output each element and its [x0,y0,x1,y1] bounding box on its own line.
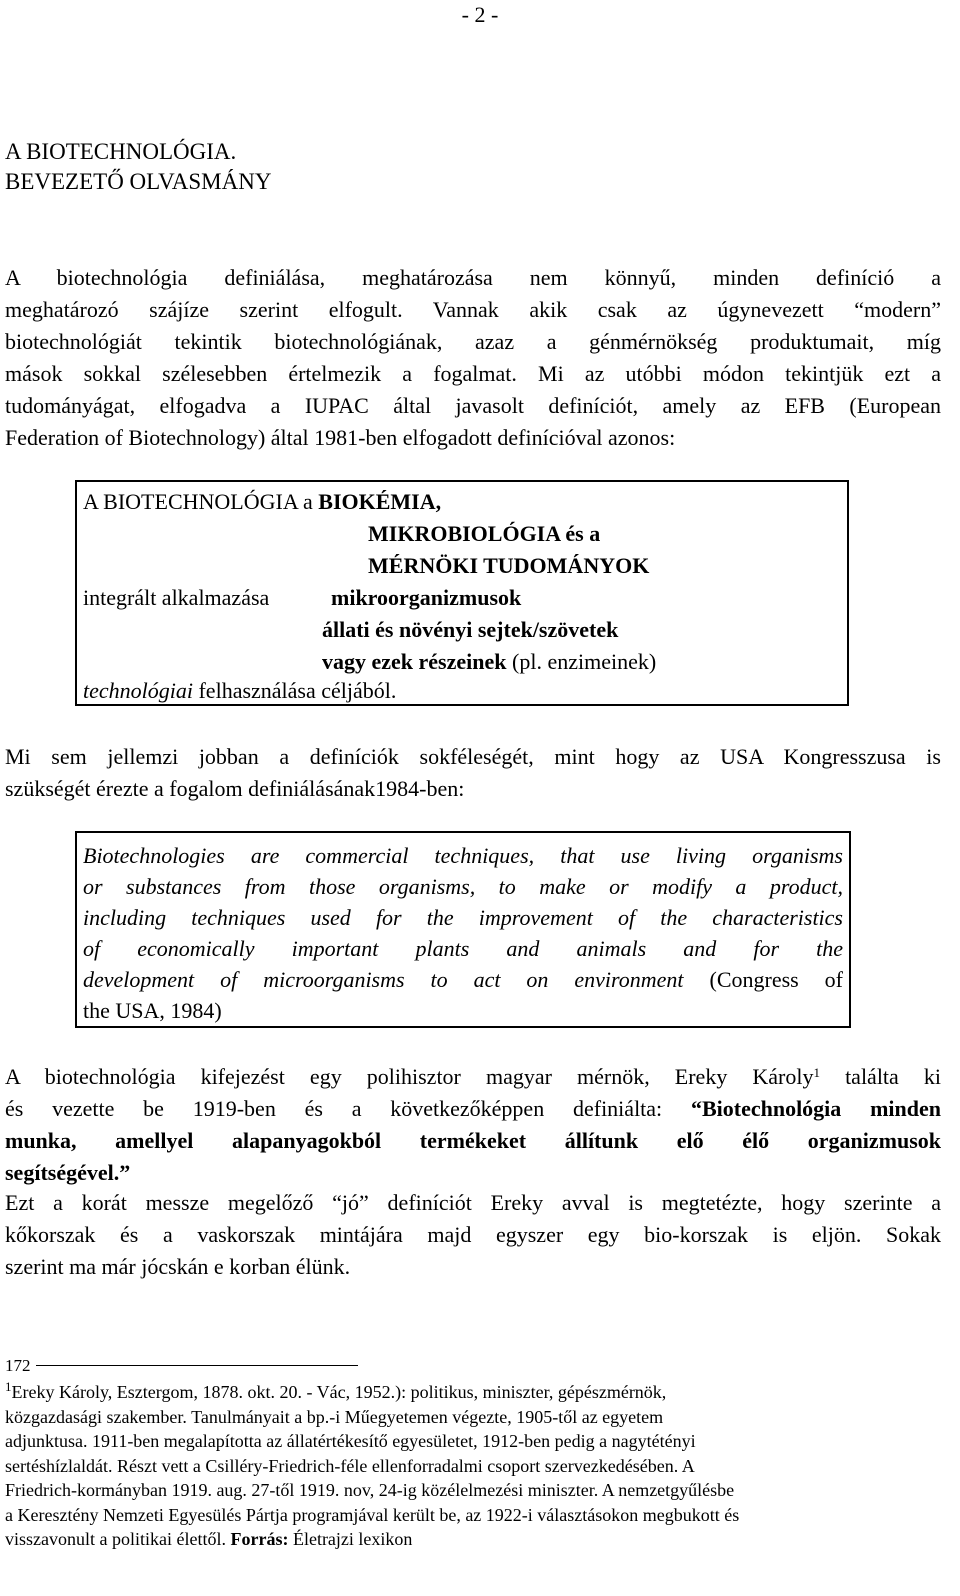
ereky-paragraph [5,1061,941,1189]
footnote-line: adjunktusa. 1911-ben megalapította az állatértékesítő egyesületet, 1912-ben pedig a nagytétényi [5,1431,696,1451]
quote-citation: the USA, 1984) [83,998,222,1023]
ereky-text: és vezette be 1919-ben és a következőképpen definiálta: [5,1096,691,1121]
title-line-1: A BIOTECHNOLÓGIA. [5,139,237,164]
page-number: - 2 - [461,2,499,27]
definition-row [368,550,649,582]
footnote-source-label: Forrás: [230,1529,289,1549]
footnote-page-reference: 172 [5,1356,31,1375]
footnote-separator [36,1365,358,1366]
footnote-line: Friedrich-kormányban 1919. aug. 27-től 1919. nov, 24-ig közélelmezési miniszter. A nemzetgyűlésbe [5,1480,735,1500]
quote-box [75,831,851,1028]
quote-line [83,964,843,995]
definition-term: MIKROBIOLÓGIA és a [368,521,601,546]
definition-text: technológiai [83,678,193,703]
ereky-definition: segítségével.” [5,1160,131,1185]
intro-line: mások sokkal szélesebben értelmezik a fogalmat. Mi az utóbbi módon tekintjük ezt a [5,361,941,386]
ereky-definition: munka, amellyel alapanyagokból termékeket állítunk elő élő organizmusok [5,1128,941,1153]
closing-paragraph [5,1187,941,1283]
title-line-2: BEVEZETŐ OLVASMÁNY [5,169,272,194]
footnote-ref[interactable]: 1 [813,1065,820,1080]
page-title [5,137,271,197]
intro-line: A biotechnológia definiálása, meghatározása nem könnyű, minden definíció a [5,265,941,290]
closing-line: szerint ma már jócskán e korban élünk. [5,1254,351,1279]
quote-text: development of microorganisms to act on environment [83,967,684,992]
footnote-text: Életrajzi lexikon [288,1529,413,1549]
intro-paragraph [5,262,941,454]
usa-line: szükségét érezte a fogalom definiálásának1984-ben: [5,776,465,801]
ereky-text: találta ki [819,1064,941,1089]
definition-row [83,486,441,518]
quote-line: Biotechnologies are commercial techniques, that use living organisms [83,843,843,868]
usa-paragraph [5,741,941,805]
definition-text: A BIOTECHNOLÓGIA a [83,489,319,514]
intro-line: meghatározó szájíze szerint elfogult. Vannak akik csak az úgynevezett “modern” [5,297,941,322]
definition-row [83,675,396,707]
definition-text: (pl. enzimeinek) [506,649,657,674]
footnote-text: Ereky Károly, Esztergom, 1878. okt. 20. - Vác, 1952.): politikus, miniszter, gépészmérnök, [11,1382,667,1402]
footnote-line: sertéshízlaldát. Részt vett a Csilléry-Friedrich-féle ellenforradalmi csoport szervezkedésében. A [5,1455,695,1476]
definition-row [368,518,600,550]
footnote [5,1380,941,1552]
usa-line: Mi sem jellemzi jobban a definíciók sokféleségét, mint hogy az USA Kongresszusa is [5,744,941,769]
footnote-line [5,1527,941,1552]
closing-line: kőkorszak és a vaskorszak mintájára majd egyszer egy bio-korszak is eljön. Sokak [5,1222,941,1247]
ereky-text: A biotechnológia kifejezést egy polihisztor magyar mérnök, Ereky Károly [5,1064,814,1089]
footnote-text: visszavonult a politikai élettől. [5,1529,231,1549]
intro-line: Federation of Biotechnology) által 1981-ben elfogadott definícióval azonos: [5,425,676,450]
ereky-line [5,1125,941,1157]
definition-row [83,582,269,614]
quote-line: including techniques used for the improvement of the characteristics [83,905,843,930]
quote-line: of economically important plants and animals and for the [83,936,843,961]
footnote-marker: 1 [5,1379,12,1394]
intro-line: tudományágat, elfogadva a IUPAC által javasolt definíciót, amely az EFB (European [5,393,941,418]
ereky-line [5,1093,941,1125]
closing-line: Ezt a korát messze megelőző “jó” definíciót Ereky avval is megtetézte, hogy szerinte a [5,1190,941,1215]
ereky-line [5,1157,941,1189]
definition-term: mikroorganizmusok [331,585,522,610]
footnote-line: a Keresztény Nemzeti Egyesülés Pártja programjával került be, az 1922-i választásokon megbukott és [5,1504,740,1525]
definition-term: vagy ezek részeinek [322,649,507,674]
quote-citation: (Congress of [683,967,843,992]
definition-term: állati és növényi sejtek/szövetek [322,617,619,642]
footnote-line: közgazdasági szakember. Tanulmányait a bp.-i Műegyetemen végezte, 1905-től az egyetem [5,1406,664,1427]
intro-line: biotechnológiát tekintik biotechnológiának, azaz a génmérnökség produktumait, míg [5,329,941,354]
definition-box [75,480,849,706]
definition-text: integrált alkalmazása [83,585,270,610]
definition-term: MÉRNÖKI TUDOMÁNYOK [368,553,650,578]
definition-term: BIOKÉMIA, [318,489,442,514]
ereky-definition: “Biotechnológia minden [690,1096,941,1121]
definition-row [322,646,656,678]
definition-text: felhasználása céljából. [192,678,397,703]
ereky-line [5,1061,941,1093]
definition-row [331,582,521,614]
footnote-line [5,1380,941,1405]
quote-line: or substances from those organisms, to make or modify a product, [83,874,843,899]
definition-row [322,614,618,646]
